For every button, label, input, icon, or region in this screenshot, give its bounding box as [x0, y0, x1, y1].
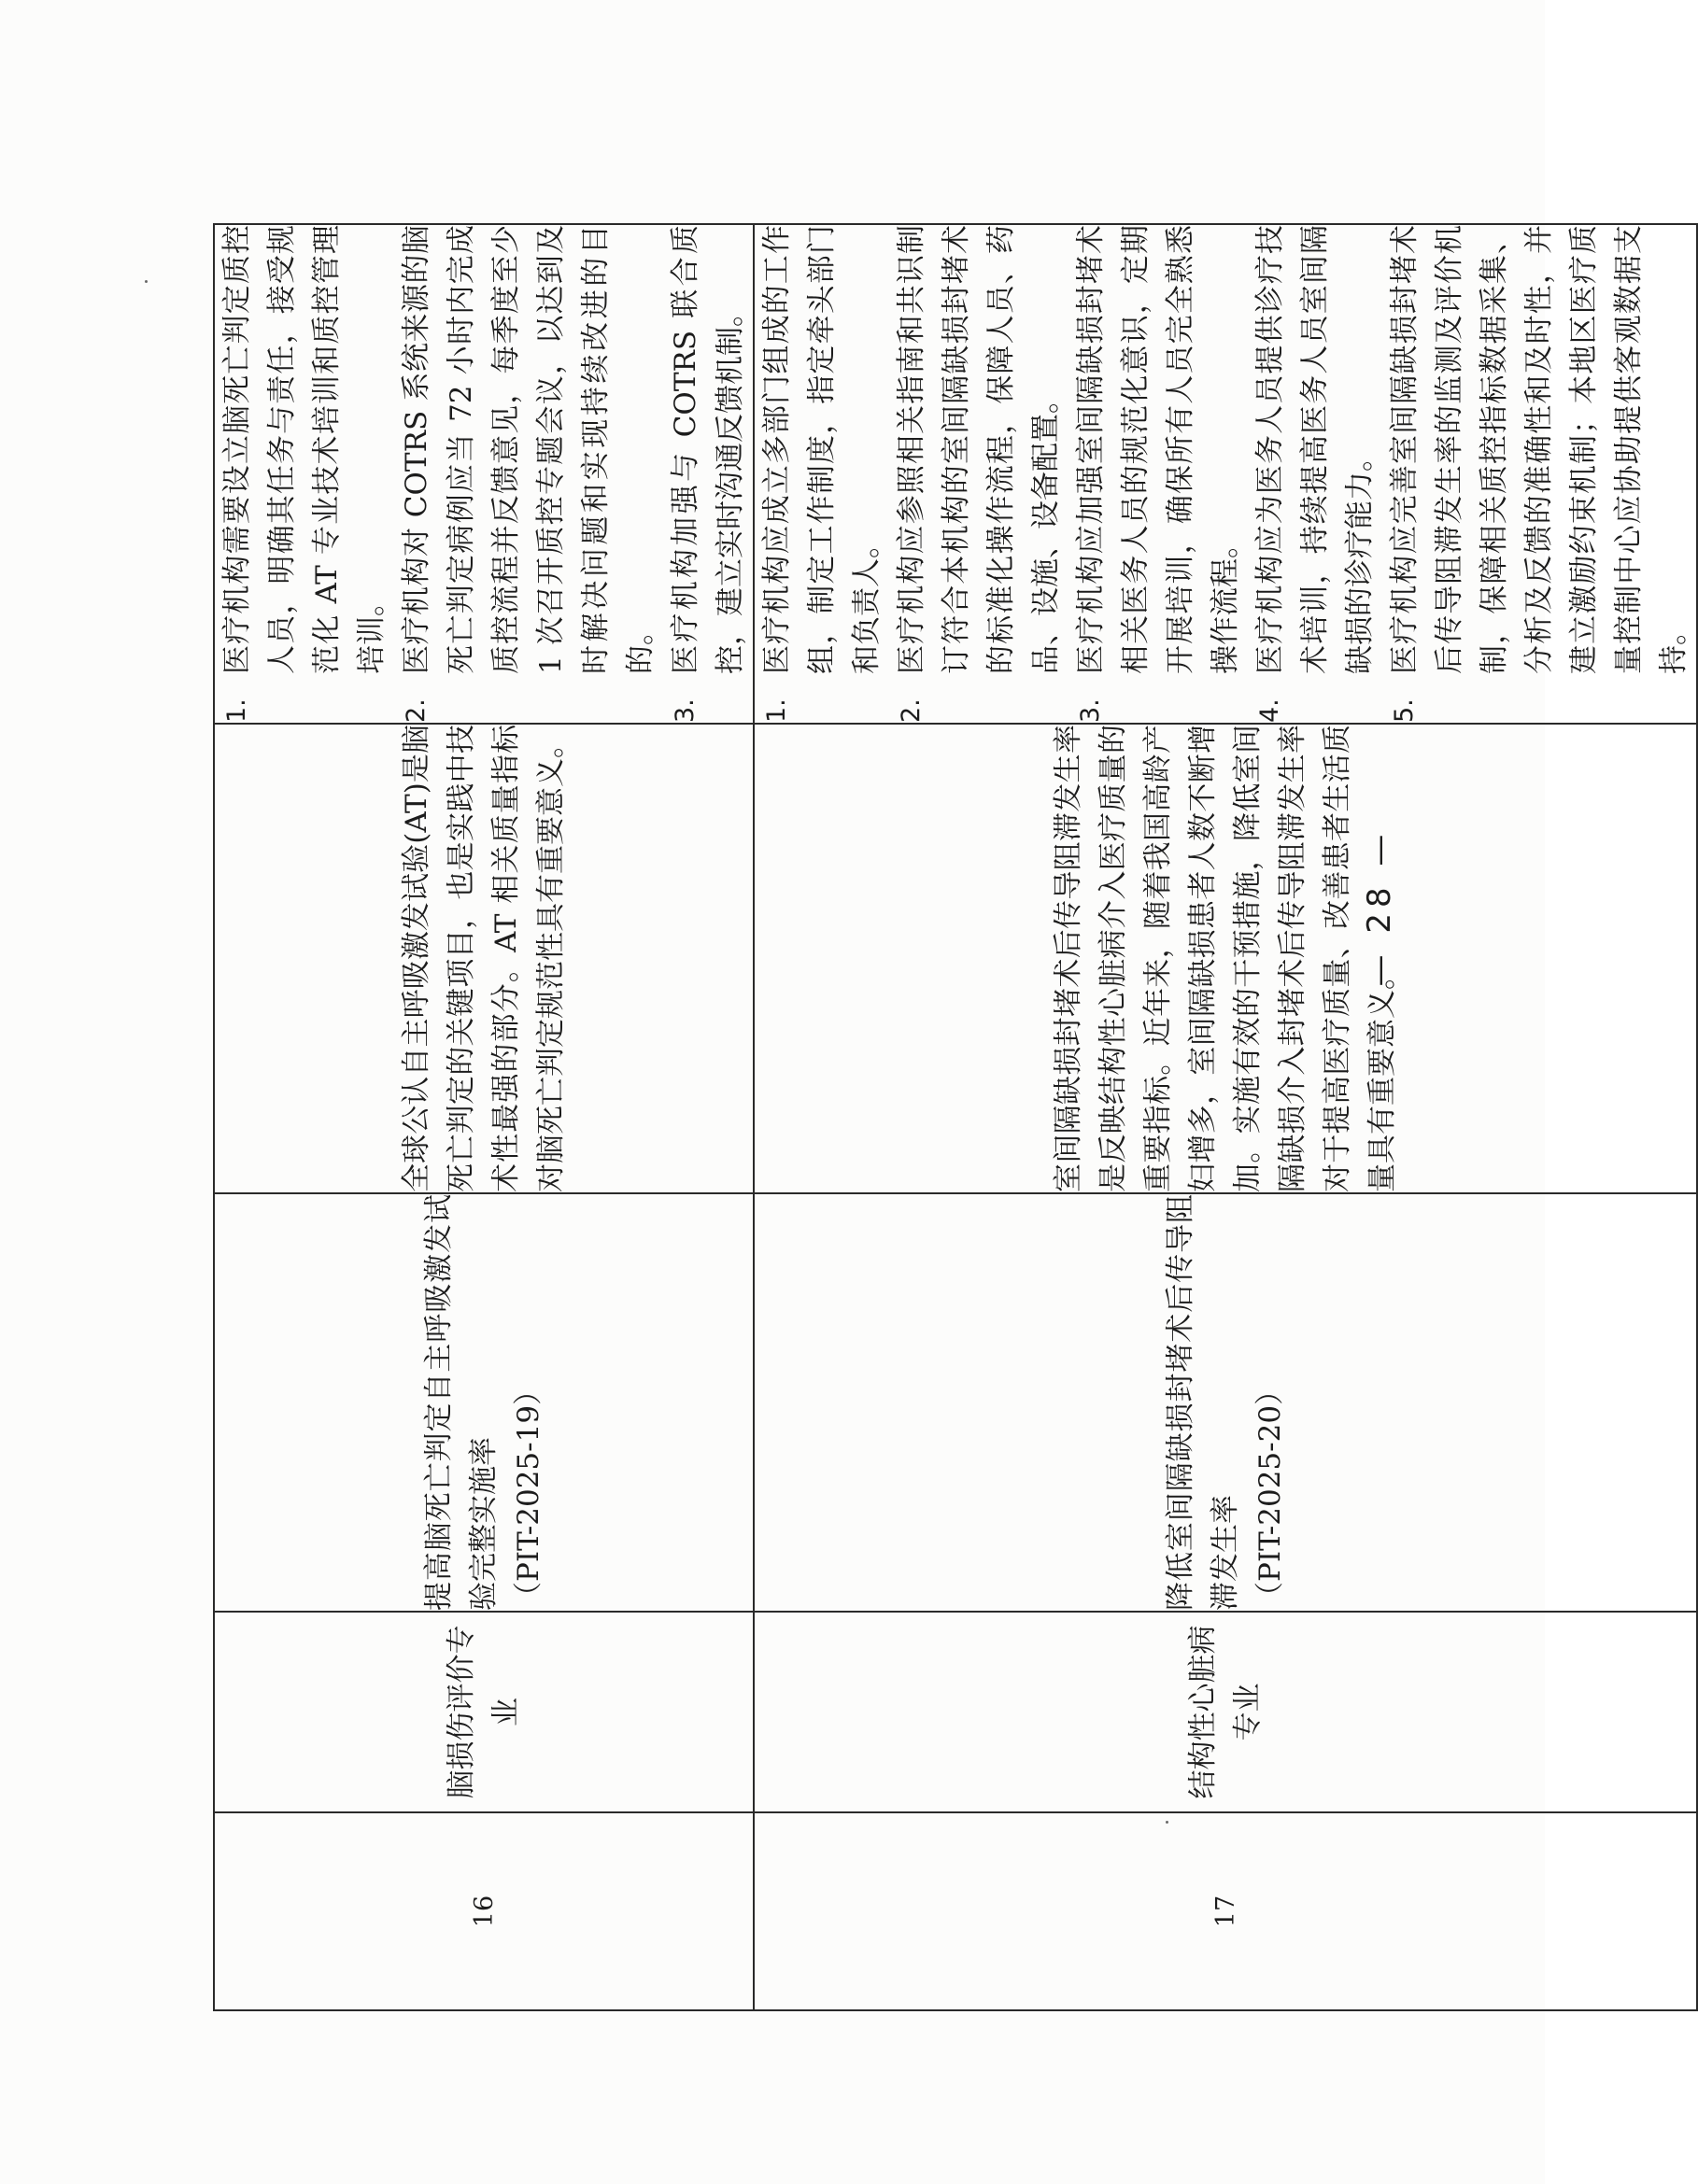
row-number: 17: [754, 1812, 1697, 2010]
measure-index: 2.: [402, 698, 431, 723]
measure-index: 5.: [1390, 698, 1419, 723]
measure-text: 医疗机构对 COTRS 系统来源的脑死亡判定病例应当 72 小时内完成质控流程并反馈意见，每季度至少 1 次召开质控专题会议，以达到及时解决问题和实现持续改进的目的。: [400, 225, 658, 674]
background-cell: 室间隔缺损封堵术后传导阻滞发生率是反映结构性心脏病介入医疗质量的重要指标。近年来，随着我国高龄产妇增多，室间隔缺损患者人数不断增加。实施有效的干预措施，降低室间隔缺损介入封堵术后传导阻滞发生率对于提高医疗质量、改善患者生活质量具有重要意义。: [754, 724, 1697, 1193]
background-cell: 全球公认自主呼吸激发试验(AT)是脑死亡判定的关键项目，也是实践中技术性最强的部分。AT 相关质量指标对脑死亡判定规范性具有重要意义。: [214, 724, 754, 1193]
measure-item: [1248, 225, 1382, 723]
target-title: 提高脑死亡判定自主呼吸激发试验完整实施率: [422, 1194, 501, 1611]
quality-improvement-table: [213, 223, 1698, 2011]
measure-index: 1.: [762, 698, 791, 723]
improvement-target-cell: [754, 1193, 1697, 1612]
scan-speck: [1166, 1821, 1168, 1824]
page-number: — 28 —: [1361, 828, 1398, 987]
improvement-target-cell: [214, 1193, 754, 1612]
table-row: [214, 224, 754, 2010]
measure-text: 医疗机构需要设立脑死亡判定质控人员，明确其任务与责任，接受规范化 AT 专业技术培训和质控管理培训。: [220, 225, 389, 674]
measure-text: 医疗机构应参照相关指南和共识制订符合本机构的室间隔缺损封堵术的标准化操作流程，保障人员、药品、设施、设备配置。: [895, 225, 1063, 674]
measure-item: [663, 225, 753, 723]
measure-index: 4.: [1255, 698, 1284, 723]
measure-index: 3.: [671, 698, 700, 723]
scan-speck: [145, 280, 148, 283]
measure-index: 2.: [897, 698, 926, 723]
measure-text: 医疗机构应为医务人员提供诊疗技术培训，持续提高医务人员室间隔缺损的诊疗能力。: [1253, 225, 1377, 674]
table-row: [754, 224, 1697, 2010]
measures-cell: [754, 224, 1697, 724]
measure-index: 3.: [1076, 698, 1105, 723]
measure-text: 医疗机构加强与 COTRS 联合质控，建立实时沟通反馈机制。: [669, 225, 747, 674]
measure-item: [394, 225, 663, 723]
measures-list: [755, 225, 1696, 723]
measure-item: [215, 225, 394, 723]
measure-item: [755, 225, 889, 723]
measure-index: 1.: [222, 698, 251, 723]
specialty-cell: 结构性心脏病专业: [754, 1612, 1697, 1812]
target-code: （PIT-2025-20）: [1253, 1375, 1287, 1611]
specialty-cell: 脑损伤评价专业: [214, 1612, 754, 1812]
measures-cell: [214, 224, 754, 724]
measure-text: 医疗机构应加强室间隔缺损封堵术相关医务人员的规范化意识，定期开展培训，确保所有人员完全熟悉操作流程。: [1074, 225, 1242, 674]
measure-text: 医疗机构应成立多部门组成的工作组，制定工作制度，指定牵头部门和负责人。: [760, 225, 884, 674]
measures-list: [215, 225, 753, 723]
measure-text: 医疗机构应完善室间隔缺损封堵术后传导阻滞发生率的监测及评价机制，保障相关质控指标数据采集、分析及反馈的准确性和及时性，并建立激励约束机制；本地区医疗质量控制中心应协助提供客观数据支持。: [1388, 225, 1691, 674]
measure-item: [889, 225, 1068, 723]
measure-item: [1068, 225, 1248, 723]
target-code: （PIT-2025-19）: [512, 1375, 545, 1611]
measure-item: [1382, 225, 1696, 723]
row-number: 16: [214, 1812, 754, 2010]
target-title: 降低室间隔缺损封堵术后传导阻滞发生率: [1164, 1194, 1242, 1611]
